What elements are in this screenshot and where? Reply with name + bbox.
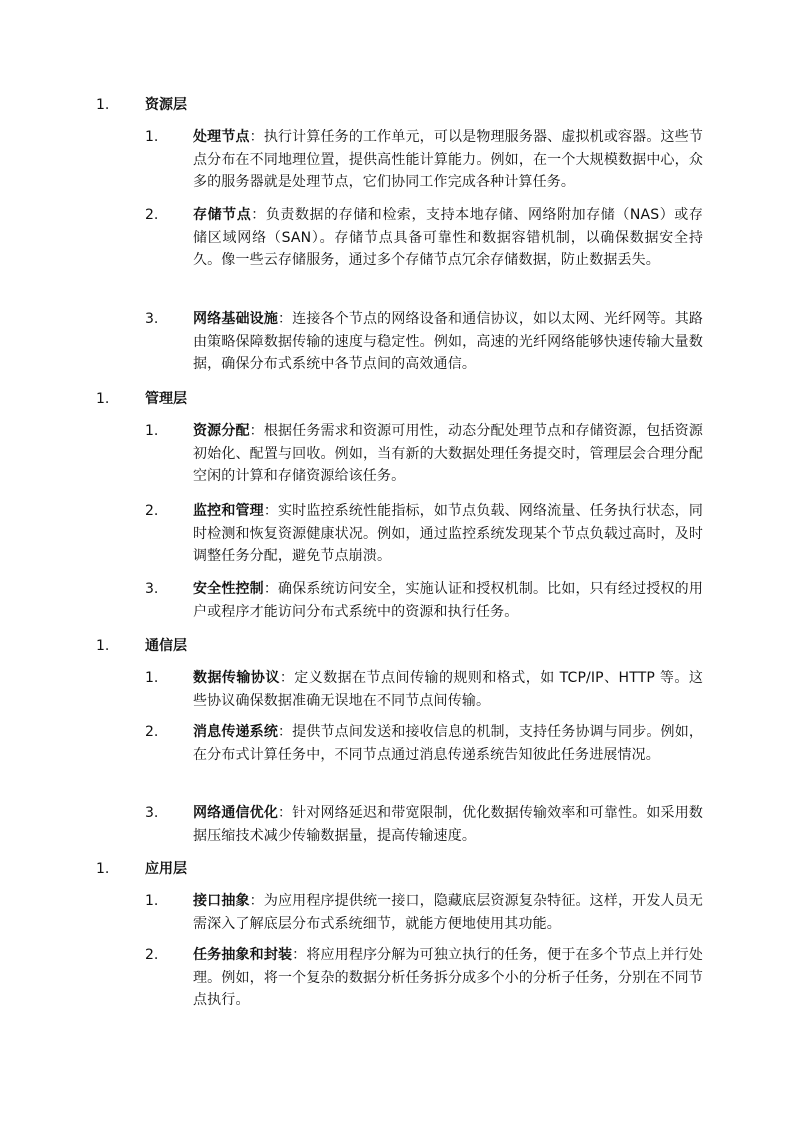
section-number: 1. [96,391,110,407]
item-term: 网络通信优化 [193,805,279,821]
item-description: ：确保系统访问安全，实施认证和授权机制。比如，只有经过授权的用户或程序才能访问分布式系统中的资源和执行任务。 [193,581,704,620]
item-number: 3. [145,311,159,327]
item-term: 接口抽象 [193,893,250,909]
section-title: 管理层 [145,391,187,407]
item-text [193,308,703,376]
item-description: ：实时监控系统性能指标，如节点负载、网络流量、任务执行状态，同时检测和恢复资源健康状况。例如，通过监控系统发现某个节点负载过高时，及时调整任务分配，避免节点崩溃。 [193,503,704,564]
item-term: 处理节点 [193,129,250,145]
item-term: 存储节点 [193,207,252,223]
item-text [193,890,703,935]
item-text [193,500,703,568]
item-term: 网络基础设施 [193,311,279,327]
section-resource-layer [0,94,794,372]
item-text [193,667,703,712]
item-term: 监控和管理 [193,503,264,519]
item-description: ：将应用程序分解为可独立执行的任务，便于在多个节点上并行处理。例如，将一个复杂的数据分析任务拆分成多个小的分析子任务，分别在不同节点执行。 [193,947,703,1008]
item-number: 2. [145,503,159,519]
section-application-layer [0,858,794,1008]
item-description: ：负责数据的存储和检索，支持本地存储、网络附加存储（NAS）或存储区域网络（SAN）。存储节点具备可靠性和数据容错机制，以确保数据安全持久。像一些云存储服务，通过多个存储节点冗余存储数据，防止数据丢失。 [193,207,703,268]
item-text [193,802,703,847]
item-description: ：定义数据在节点间传输的规则和格式，如 TCP/IP、HTTP 等。这些协议确保数据准确无误地在不同节点间传输。 [193,670,703,709]
item-number: 2. [145,724,159,740]
item-term: 数据传输协议 [193,670,280,686]
section-title: 通信层 [145,638,187,654]
section-number: 1. [96,97,110,113]
section-title: 资源层 [145,97,187,113]
item-text [193,944,703,1012]
section-management-layer [0,388,794,620]
section-communication-layer [0,635,794,844]
section-heading [0,635,794,657]
item-number: 1. [145,670,159,686]
item-text [193,721,703,766]
item-text [193,126,703,194]
section-number: 1. [96,638,110,654]
item-number: 2. [145,947,159,963]
item-description: ：提供节点间发送和接收信息的机制，支持任务协调与同步。例如，在分布式计算任务中，不同节点通过消息传递系统告知彼此任务进展情况。 [193,724,704,763]
item-description: ：执行计算任务的工作单元，可以是物理服务器、虚拟机或容器。这些节点分布在不同地理位置，提供高性能计算能力。例如，在一个大规模数据中心，众多的服务器就是处理节点，它们协同工作完成各种计算任务。 [193,129,703,190]
item-term: 安全性控制 [193,581,264,597]
item-text [193,578,703,623]
item-text [193,204,703,272]
item-text [193,420,703,488]
item-description: ：连接各个节点的网络设备和通信协议，如以太网、光纤网等。其路由策略保障数据传输的速度与稳定性。例如，高速的光纤网络能够快速传输大量数据，确保分布式系统中各节点间的高效通信。 [193,311,704,372]
section-number: 1. [96,861,110,877]
item-number: 2. [145,207,159,223]
item-term: 任务抽象和封装 [193,947,293,963]
item-description: ：根据任务需求和资源可用性，动态分配处理节点和存储资源，包括资源初始化、配置与回收。例如，当有新的大数据处理任务提交时，管理层会合理分配空闲的计算和存储资源给该任务。 [193,423,703,484]
item-term: 消息传递系统 [193,724,279,740]
section-heading [0,388,794,410]
section-heading [0,94,794,116]
section-heading [0,858,794,880]
item-number: 3. [145,581,159,597]
item-description: ：针对网络延迟和带宽限制，优化数据传输效率和可靠性。如采用数据压缩技术减少传输数据量，提高传输速度。 [193,805,704,844]
item-term: 资源分配 [193,423,250,439]
item-number: 1. [145,129,159,145]
item-number: 1. [145,893,159,909]
item-number: 1. [145,423,159,439]
section-title: 应用层 [145,861,187,877]
item-description: ：为应用程序提供统一接口，隐藏底层资源复杂特征。这样，开发人员无需深入了解底层分布式系统细节，就能方便地使用其功能。 [193,893,703,932]
item-number: 3. [145,805,159,821]
